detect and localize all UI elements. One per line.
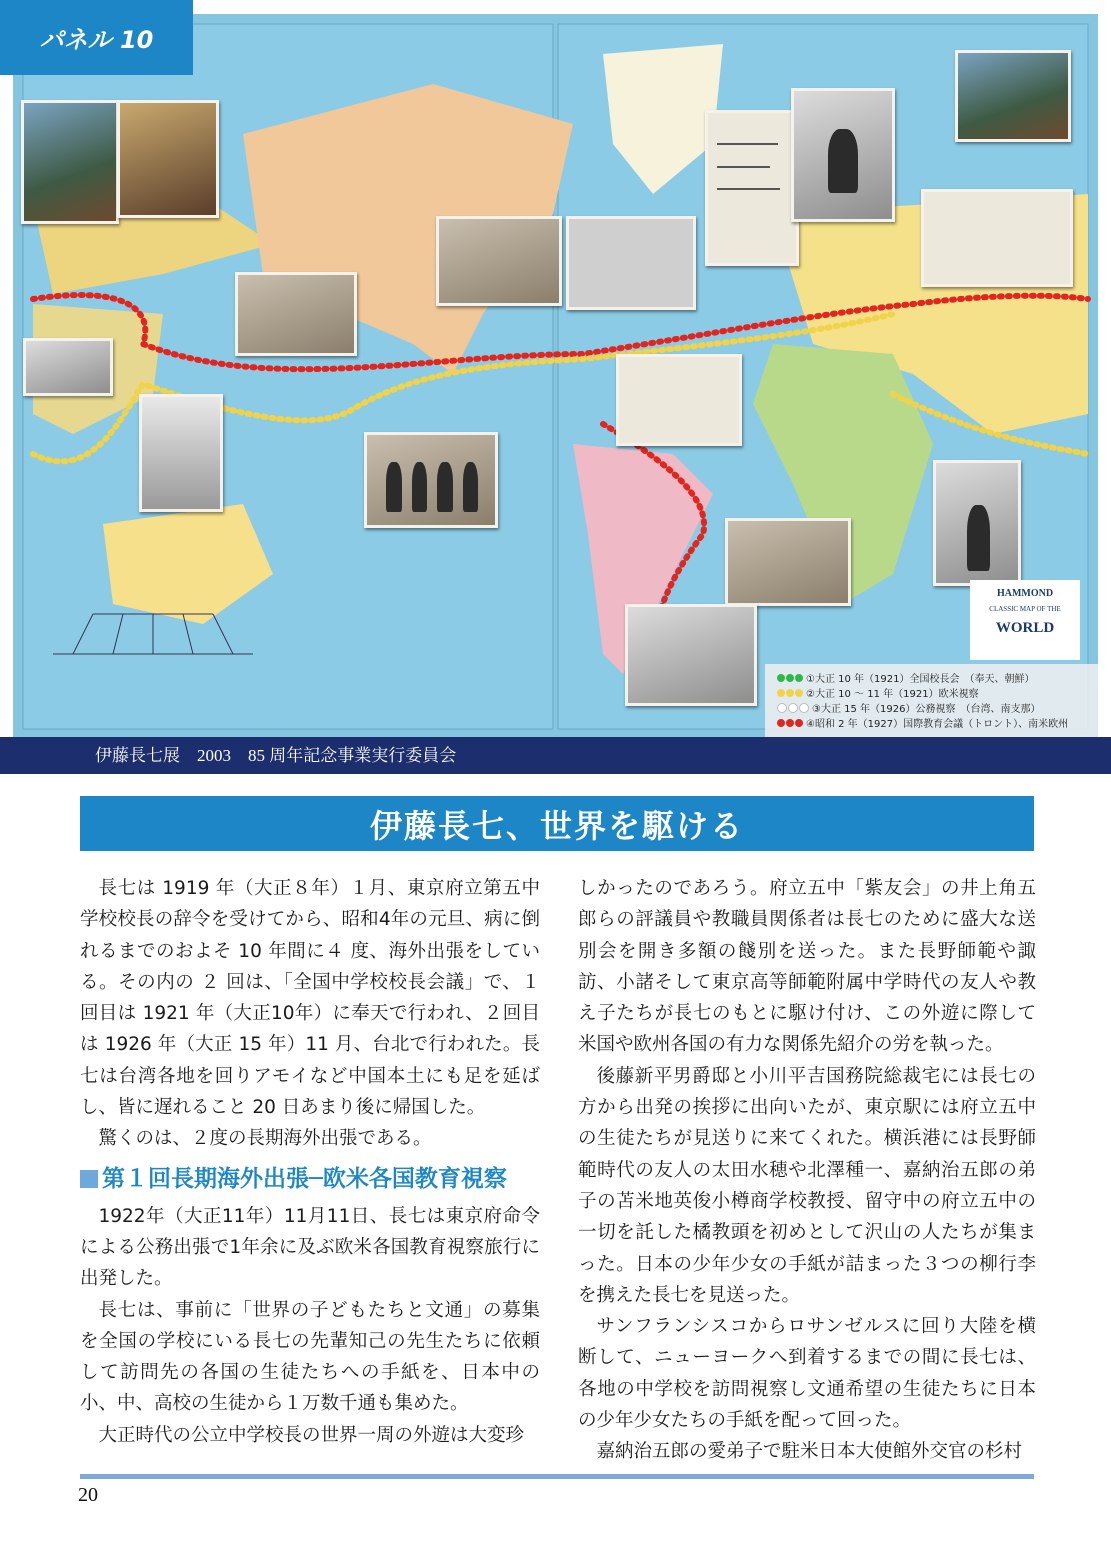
panel-badge: パネル 10 bbox=[0, 0, 193, 75]
map-brand: HAMMOND bbox=[996, 588, 1054, 599]
legend-dot bbox=[788, 703, 798, 713]
paragraph: 驚くのは、２度の長期海外出張である。 bbox=[98, 1128, 432, 1150]
paragraph: サンフランシスコからロサンゼルスに回り大陸を横断して、ニューヨークへ到着するまでの間に長七は、各地の中学校を訪問視察し文通希望の生徒たちに日本の少年少女たちの手紙を配って回った。 bbox=[578, 1316, 1036, 1432]
paragraph: 嘉納治五郎の愛弟子で駐米日本大使館外交官の杉村 bbox=[596, 1441, 1023, 1463]
map-title-card bbox=[970, 580, 1080, 660]
legend-row bbox=[765, 715, 1098, 730]
legend-text: ④昭和 2 年（1927）国際教育会議（トロント）、南米欧州 bbox=[806, 719, 1069, 730]
legend-dot bbox=[795, 674, 803, 682]
photo-clipping bbox=[616, 354, 742, 446]
photo-mountain bbox=[139, 394, 223, 512]
legend-row bbox=[765, 670, 1098, 685]
paragraph: 大正時代の公立中学校長の世界一周の外遊は大変珍 bbox=[98, 1424, 525, 1446]
legend-dots bbox=[777, 689, 804, 697]
photo-ship bbox=[235, 272, 357, 356]
section-heading-text: 第１回長期海外出張─欧米各国教育視察 bbox=[102, 1165, 507, 1192]
world-map-photo bbox=[13, 14, 1098, 737]
section-heading bbox=[80, 1164, 540, 1195]
legend-row bbox=[765, 685, 1098, 700]
map-world: WORLD bbox=[995, 620, 1055, 636]
photo-coast bbox=[21, 100, 119, 224]
article-column-right bbox=[578, 873, 1036, 1468]
legend-dot bbox=[777, 719, 785, 727]
article-column-left bbox=[80, 873, 540, 1451]
photo-group bbox=[364, 432, 498, 528]
legend-text: ③大正 15 年（1926）公務視察 （台湾、南支那） bbox=[812, 704, 1041, 715]
legend-dot bbox=[786, 674, 794, 682]
map-subtitle: CLASSIC MAP OF THE bbox=[989, 605, 1061, 613]
legend-dots bbox=[777, 703, 810, 713]
legend-dot bbox=[795, 719, 803, 727]
photo-portrait-seated bbox=[791, 88, 895, 222]
legend-dot bbox=[777, 689, 785, 697]
heading-square-icon bbox=[80, 1170, 98, 1188]
paragraph: 長七は、事前に「世界の子どもたちと文通」の募集を全国の学校にいる長七の先輩知己の先生たちに依頼して訪問先の各国の生徒たちへの手紙を、日本中の小、中、高校の生徒から１万数千通も集めた。 bbox=[80, 1299, 540, 1415]
legend-dot bbox=[786, 719, 794, 727]
route-legend bbox=[765, 664, 1098, 737]
legend-dot bbox=[795, 689, 803, 697]
photo-locomotive bbox=[117, 100, 219, 218]
photo-letter bbox=[705, 110, 799, 266]
paragraph: 1922年（大正11年）11月11日、長七は東京府命令による公務出張で1年余に及ぶ欧米各国教育視察旅行に出発した。 bbox=[80, 1205, 540, 1290]
bottom-rule bbox=[80, 1474, 1034, 1479]
legend-text: ②大正 10 〜 11 年（1921）欧米視察 bbox=[806, 689, 979, 700]
credit-bar bbox=[0, 737, 1111, 774]
legend-dots bbox=[777, 719, 804, 727]
legend-row bbox=[765, 700, 1098, 715]
legend-dot bbox=[777, 674, 785, 682]
legend-dots bbox=[777, 674, 804, 682]
legend-dot bbox=[786, 689, 794, 697]
legend-dot bbox=[799, 703, 809, 713]
photo-portrait-standing bbox=[933, 460, 1021, 586]
credit-text: 伊藤長七展 2003 85 周年記念事業実行委員会 bbox=[95, 746, 457, 765]
paragraph: しかったのであろう。府立五中「紫友会」の井上角五郎らの評議員や教職員関係者は長七のために盛大な送別会を開き多額の餞別を送った。また長野師範や諏訪、小諸そして東京高等師範附属中学時代の友人や教え子たちが長七のもとに駆け付け、この外遊に際して米国や欧州各国の有力な関係先紹介の労を執った。 bbox=[578, 878, 1036, 1056]
photo-documents bbox=[566, 216, 696, 310]
page-number: 20 bbox=[78, 1484, 98, 1506]
photo-street bbox=[23, 338, 113, 396]
photo-hotel bbox=[725, 518, 851, 606]
photo-route-map bbox=[921, 189, 1073, 287]
photo-city-street bbox=[625, 604, 757, 706]
paragraph: 後藤新平男爵邸と小川平吉国務院総裁宅には長七の方から出発の挨拶に出向いたが、東京駅には府立五中の生徒たちが見送りに来てくれた。横浜港には長野師範時代の友人の太田水穂や北澤種一、嘉納治五郎の弟子の苫米地英俊小樽商学校教授、留守中の府立五中の一切を託した橘教頭を初めとして沢山の人たちが集まった。日本の少年少女の手紙が詰まった３つの柳行李を携えた長七を見送った。 bbox=[578, 1065, 1036, 1306]
photo-bay-railway bbox=[955, 50, 1071, 142]
photo-building bbox=[436, 216, 562, 306]
paragraph: 長七は 1919 年（大正８年）１月、東京府立第五中学校校長の辞令を受けてから、昭和4年の元旦、病に倒れるまでのおよそ 10 年間に４ 度、海外出張をしている。その内の ２ 回は、「全国中学校校長会議」で、１回目は 1921 年（大正10年）に奉天で行われ、２回目は 1926 年（大正 15 年）11 月、台北で行われた。長七は台湾各地を回りアモイなど中国本土にも足を延ばし、皆に遅れること 20 日あまり後に帰国した。 bbox=[80, 878, 540, 1119]
legend-text: ①大正 10 年（1921）全国校長会 （奉天、朝鮮） bbox=[806, 674, 1035, 685]
article-title: 伊藤長七、世界を駆ける bbox=[80, 796, 1034, 851]
legend-dot bbox=[777, 703, 787, 713]
